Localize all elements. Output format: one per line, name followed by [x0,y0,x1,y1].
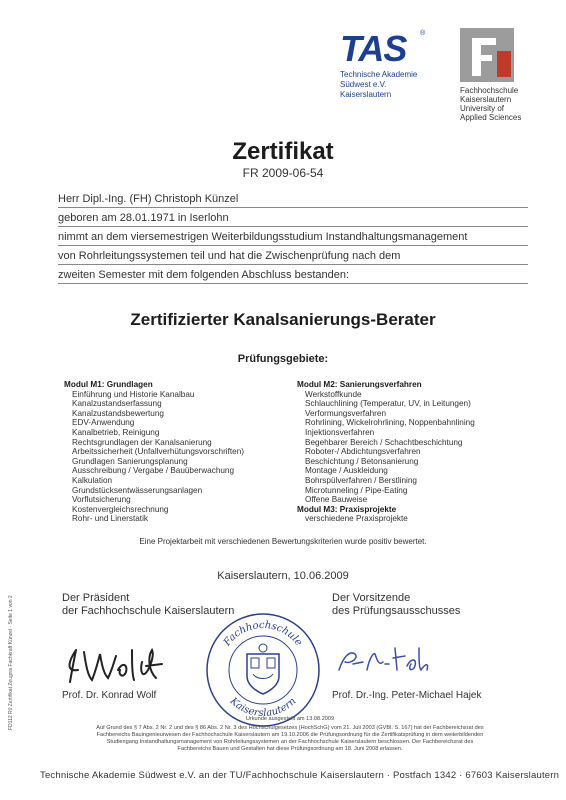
legal-text-line-4: Fachbereichs Bauen und Gestalten hat diese Prüfungsordnung am 18. Juni 2008 erlassen. [177,746,403,752]
list-item: Offene Bauweise [305,495,368,505]
fh-name-line-3: University of [460,104,505,113]
statement-line-3: zweiten Semester mit dem folgenden Abschluss bestanden: [58,268,528,284]
list-item: Grundstücksentwässerungsanlagen [72,485,203,495]
fh-name-line-4: Applied Sciences [460,113,522,122]
list-item: Montage / Auskleidung [305,466,388,476]
list-item: EDV-Anwendung [72,418,135,428]
list-item: Bohrspülverfahren / Berstlining [305,475,417,485]
module-m1-column [64,380,294,524]
tas-name-line-2: Südwest e.V. [340,80,387,89]
right-role-line-1: Der Vorsitzende [332,592,411,604]
seal-text-bottom: Kaiserslautern [227,695,299,720]
qualification-title: Zertifizierter Kanalsanierungs-Berater [130,310,436,329]
tas-name-line-3: Kaiserslautern [340,90,392,99]
module-m3-heading: Modul M3: Praxisprojekte [297,504,397,514]
project-note: Eine Projektarbeit mit verschiedenen Bewertungskriterien wurde positiv bewertet. [139,537,427,546]
legal-text-line-2: Fachbereichs Bauingenieurwesen der Fachhochschule Kaiserslautern am 19.10.2006 die Prüfungsordnung für die Zertifikatsprüfung in dem weiterbildenden [96,732,484,738]
recipient-birth: geboren am 28.01.1971 in Iserlohn [58,211,528,227]
list-item: Kanalzustandsbewertung [72,408,164,418]
registered-mark: ® [420,30,426,37]
list-item: Arbeitssicherheit (Unfallverhütungsvorschriften) [72,447,245,457]
list-item: Roboter-/ Abdichtungsverfahren [305,447,421,457]
side-reference: FD112 R0 Zertifikat Zeugnis Fachkraft Künzel · Seite 1 von 2 [8,595,14,730]
list-item: Rohr- und Linerstatik [72,514,148,524]
list-item: Kalkulation [72,475,113,485]
list-item: Kanalzustandserfassung [72,399,162,409]
list-item: Grundlagen Sanierungsplanung [72,456,188,466]
right-signer-name: Prof. Dr.-Ing. Peter-Michael Hajek [332,690,482,701]
seal-text-top: Fachhochschule [221,619,305,649]
list-item: Rechtsgrundlagen der Kanalsanierung [72,437,212,447]
list-item: Injektionsverfahren [305,427,375,437]
module-m2-column [297,380,527,524]
left-role-line-2: der Fachhochschule Kaiserslautern [62,605,235,617]
list-item: Microtunneling / Pipe-Eating [305,485,408,495]
module-m1-heading: Modul M1: Grundlagen [64,380,153,389]
left-role-line-1: Der Präsident [62,592,130,604]
legal-text-line-3: Studiengang Instandhaltungsmanagement von Rohrleitungssystemen an der Fachhochschule Kaiserslautern beschlossen. Der Fachbereichsrat des [106,739,474,745]
list-item: Begehbarer Bereich / Schachtbeschichtung [305,437,463,447]
right-signature [335,640,435,680]
fh-name-line-2: Kaiserslautern [460,95,512,104]
university-seal [203,610,323,730]
fh-logo-h-accent [497,51,511,77]
tas-logo: TAS [340,28,407,69]
tas-name-line-1: Technische Akademie [340,70,418,79]
legal-text-line-1: Auf Grund des § 7 Abs. 2 Nr. 2 und des § 86 Abs. 2 Nr. 3 des Hochschulgesetzes (HochSchG) vom 21. Juli 2003 (GVBl. S. 167) hat der Fachbereichsrat des [96,725,484,731]
list-item: Verformungsverfahren [305,408,387,418]
certificate-number: FR 2009-06-54 [242,166,324,180]
left-signer-name: Prof. Dr. Konrad Wolf [62,690,157,701]
list-item: Rohrlining, Wickelrohrlining, Noppenbahnlining [305,418,475,428]
list-item: verschiedene Praxisprojekte [305,514,408,524]
list-item: Werkstoffkunde [305,389,362,399]
fh-name-line-1: Fachhochschule [460,86,519,95]
list-item: Einführung und Historie Kanalbau [72,389,195,399]
right-role-line-2: des Prüfungsausschusses [332,605,461,617]
place-date: Kaiserslautern, 10.06.2009 [217,570,349,582]
list-item: Schlauchlining (Temperatur, UV, in Leitungen) [305,399,471,409]
statement-line-1: nimmt an dem viersemestrigen Weiterbildungsstudium Instandhaltungsmanagement [58,230,528,246]
list-item: Vorflutsicherung [72,495,131,505]
list-item: Beschichtung / Betonsanierung [305,456,419,466]
recipient-name: Herr Dipl.-Ing. (FH) Christoph Künzel [58,192,528,208]
statement-line-2: von Rohrleitungssystemen teil und hat die Zwischenprüfung nach dem [58,249,528,265]
list-item: Ausschreibung / Vergabe / Bauüberwachung [72,466,235,476]
exam-areas-heading: Prüfungsgebiete: [237,353,329,365]
issue-date-note: Urkunde ausgestellt am 13.08.2009 [245,716,335,722]
certificate-title: Zertifikat [232,138,334,165]
fh-logo-f-mid [472,55,492,61]
fh-logo-f-top [472,38,496,45]
module-m2-heading: Modul M2: Sanierungsverfahren [297,380,422,389]
list-item: Kostenvergleichsrechnung [72,504,169,514]
left-signature [62,640,172,690]
list-item: Kanalbetrieb, Reinigung [72,427,160,437]
footer-address: Technische Akademie Südwest e.V. an der TU/Fachhochschule Kaiserslautern · Postfach 1342 · 67603 Kaiserslautern [40,770,560,781]
right-signer-role [332,592,460,618]
